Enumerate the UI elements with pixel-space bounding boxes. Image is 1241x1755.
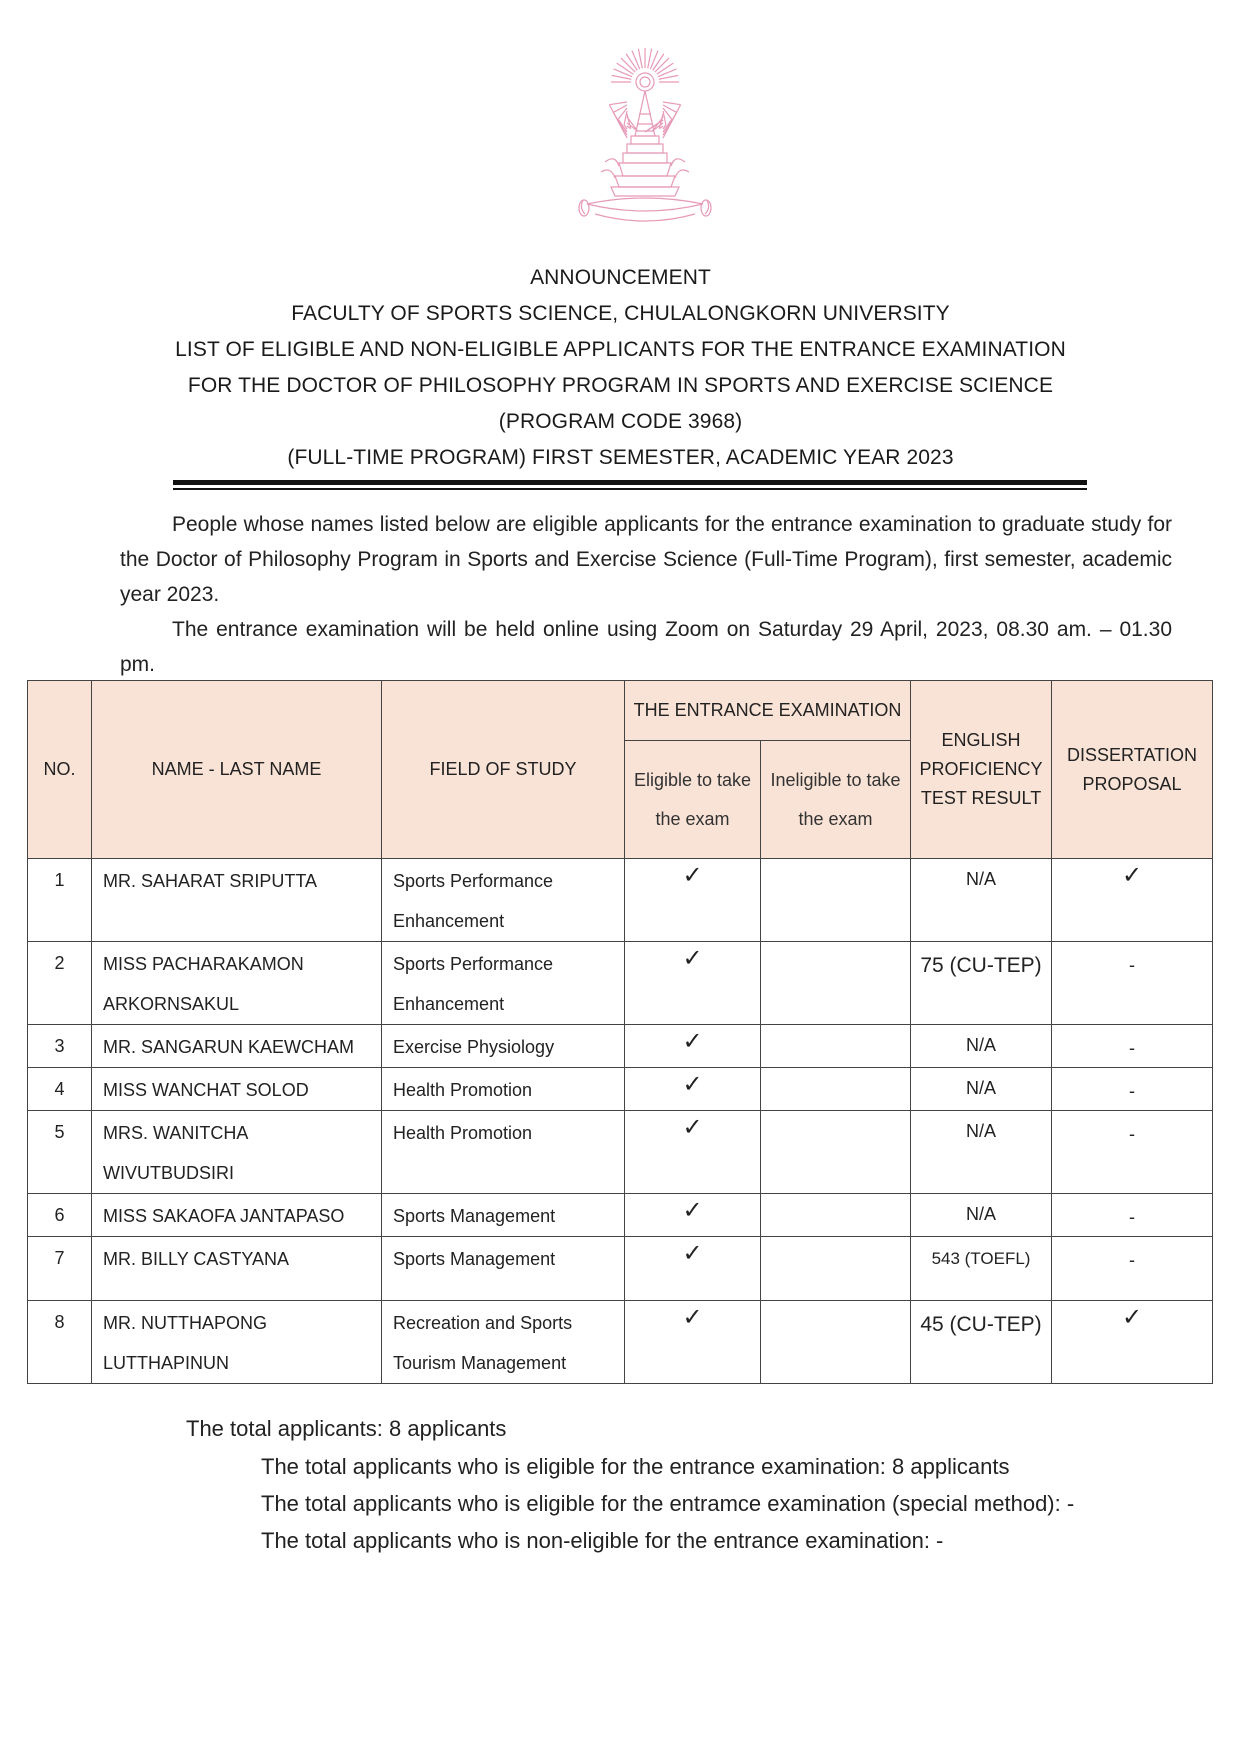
header-dissertation: DISSERTATION PROPOSAL <box>1052 681 1213 859</box>
cell-dissertation: - <box>1052 1111 1213 1194</box>
cell-english-result: N/A <box>911 859 1052 942</box>
cell-dissertation: ✓ <box>1052 859 1213 942</box>
cell-eligible: ✓ <box>625 859 761 942</box>
heading-title: ANNOUNCEMENT <box>530 266 711 289</box>
header-ineligible: Ineligible to take the exam <box>761 741 911 859</box>
cell-eligible: ✓ <box>625 1111 761 1194</box>
table-row <box>28 1025 1213 1068</box>
cell-eligible: ✓ <box>625 1068 761 1111</box>
cell-ineligible <box>761 1111 911 1194</box>
table-row <box>28 859 1213 942</box>
heading-program-code: (PROGRAM CODE 3968) <box>498 410 743 433</box>
cell-english-result: N/A <box>911 1194 1052 1237</box>
cell-ineligible <box>761 859 911 942</box>
intro-text <box>120 507 1172 682</box>
cell-dissertation: - <box>1052 1194 1213 1237</box>
cell-name: MRS. WANITCHA WIVUTBUDSIRI <box>92 1111 382 1194</box>
cell-name: MISS SAKAOFA JANTAPASO <box>92 1194 382 1237</box>
cell-english-result: 543 (TOEFL) <box>911 1237 1052 1301</box>
cell-no: 6 <box>28 1194 92 1237</box>
heading-divider-thin <box>173 488 1087 490</box>
cell-field: Sports Performance Enhancement <box>382 942 625 1025</box>
cell-dissertation: - <box>1052 942 1213 1025</box>
cell-eligible: ✓ <box>625 1194 761 1237</box>
header-eligible: Eligible to take the exam <box>625 741 761 859</box>
cell-field: Exercise Physiology <box>382 1025 625 1068</box>
announcement-heading <box>0 260 1241 476</box>
cell-field: Sports Performance Enhancement <box>382 859 625 942</box>
cell-name: MR. SAHARAT SRIPUTTA <box>92 859 382 942</box>
summary-non-eligible: The total applicants who is non-eligible for the entrance examination: - <box>261 1528 944 1553</box>
cell-english-result: 75 (CU-TEP) <box>911 942 1052 1025</box>
header-no: NO. <box>28 681 92 859</box>
table-row <box>28 1194 1213 1237</box>
cell-eligible: ✓ <box>625 1025 761 1068</box>
cell-dissertation: ✓ <box>1052 1301 1213 1384</box>
cell-field: Sports Management <box>382 1194 625 1237</box>
applicants-table <box>27 680 1213 1384</box>
heading-divider <box>173 480 1087 485</box>
cell-name: MISS PACHARAKAMON ARKORNSAKUL <box>92 942 382 1025</box>
cell-ineligible <box>761 1068 911 1111</box>
cell-english-result: N/A <box>911 1025 1052 1068</box>
summary-special: The total applicants who is eligible for the entramce examination (special method): - <box>261 1491 1075 1516</box>
table-row <box>28 1111 1213 1194</box>
table-row <box>28 1237 1213 1301</box>
cell-name: MR. BILLY CASTYANA <box>92 1237 382 1301</box>
cell-name: MR. SANGARUN KAEWCHAM <box>92 1025 382 1068</box>
cell-english-result: N/A <box>911 1111 1052 1194</box>
cell-name: MR. NUTTHAPONG LUTTHAPINUN <box>92 1301 382 1384</box>
cell-no: 8 <box>28 1301 92 1384</box>
heading-program: FOR THE DOCTOR OF PHILOSOPHY PROGRAM IN SPORTS AND EXERCISE SCIENCE <box>187 374 1054 397</box>
heading-semester: (FULL-TIME PROGRAM) FIRST SEMESTER, ACADEMIC YEAR 2023 <box>287 446 954 469</box>
intro-paragraph-eligibility: People whose names listed below are eligible applicants for the entrance examination to graduate study for the Doctor of Philosophy Program in Sports and Exercise Science (Full-Time Program), first semester, academic year 2023. <box>120 513 1172 606</box>
table-row <box>28 942 1213 1025</box>
cell-no: 7 <box>28 1237 92 1301</box>
cell-dissertation: - <box>1052 1068 1213 1111</box>
cell-english-result: N/A <box>911 1068 1052 1111</box>
cell-english-result: 45 (CU-TEP) <box>911 1301 1052 1384</box>
header-name: NAME - LAST NAME <box>92 681 382 859</box>
intro-paragraph-schedule: The entrance examination will be held online using Zoom on Saturday 29 April, 2023, 08.30 am. – 01.30 pm. <box>120 618 1172 676</box>
cell-field: Sports Management <box>382 1237 625 1301</box>
summary-total: The total applicants: 8 applicants <box>186 1416 507 1441</box>
cell-no: 2 <box>28 942 92 1025</box>
cell-no: 4 <box>28 1068 92 1111</box>
cell-dissertation: - <box>1052 1237 1213 1301</box>
table-row <box>28 1301 1213 1384</box>
cell-ineligible <box>761 1301 911 1384</box>
summary-section <box>186 1410 1074 1559</box>
cell-no: 5 <box>28 1111 92 1194</box>
cell-eligible: ✓ <box>625 942 761 1025</box>
header-entrance-exam: THE ENTRANCE EXAMINATION <box>625 681 911 741</box>
heading-list-title: LIST OF ELIGIBLE AND NON-ELIGIBLE APPLICANTS FOR THE ENTRANCE EXAMINATION <box>175 338 1066 361</box>
cell-no: 3 <box>28 1025 92 1068</box>
cell-eligible: ✓ <box>625 1237 761 1301</box>
cell-field: Recreation and Sports Tourism Management <box>382 1301 625 1384</box>
heading-faculty: FACULTY OF SPORTS SCIENCE, CHULALONGKORN UNIVERSITY <box>291 302 950 325</box>
header-english-test: ENGLISH PROFICIENCY TEST RESULT <box>911 681 1052 859</box>
table-row <box>28 1068 1213 1111</box>
university-emblem-icon <box>575 44 715 234</box>
cell-dissertation: - <box>1052 1025 1213 1068</box>
cell-ineligible <box>761 1025 911 1068</box>
cell-ineligible <box>761 1237 911 1301</box>
cell-ineligible <box>761 1194 911 1237</box>
header-field: FIELD OF STUDY <box>382 681 625 859</box>
cell-field: Health Promotion <box>382 1068 625 1111</box>
cell-name: MISS WANCHAT SOLOD <box>92 1068 382 1111</box>
summary-eligible: The total applicants who is eligible for the entrance examination: 8 applicants <box>261 1454 1010 1479</box>
cell-eligible: ✓ <box>625 1301 761 1384</box>
cell-field: Health Promotion <box>382 1111 625 1194</box>
cell-no: 1 <box>28 859 92 942</box>
cell-ineligible <box>761 942 911 1025</box>
